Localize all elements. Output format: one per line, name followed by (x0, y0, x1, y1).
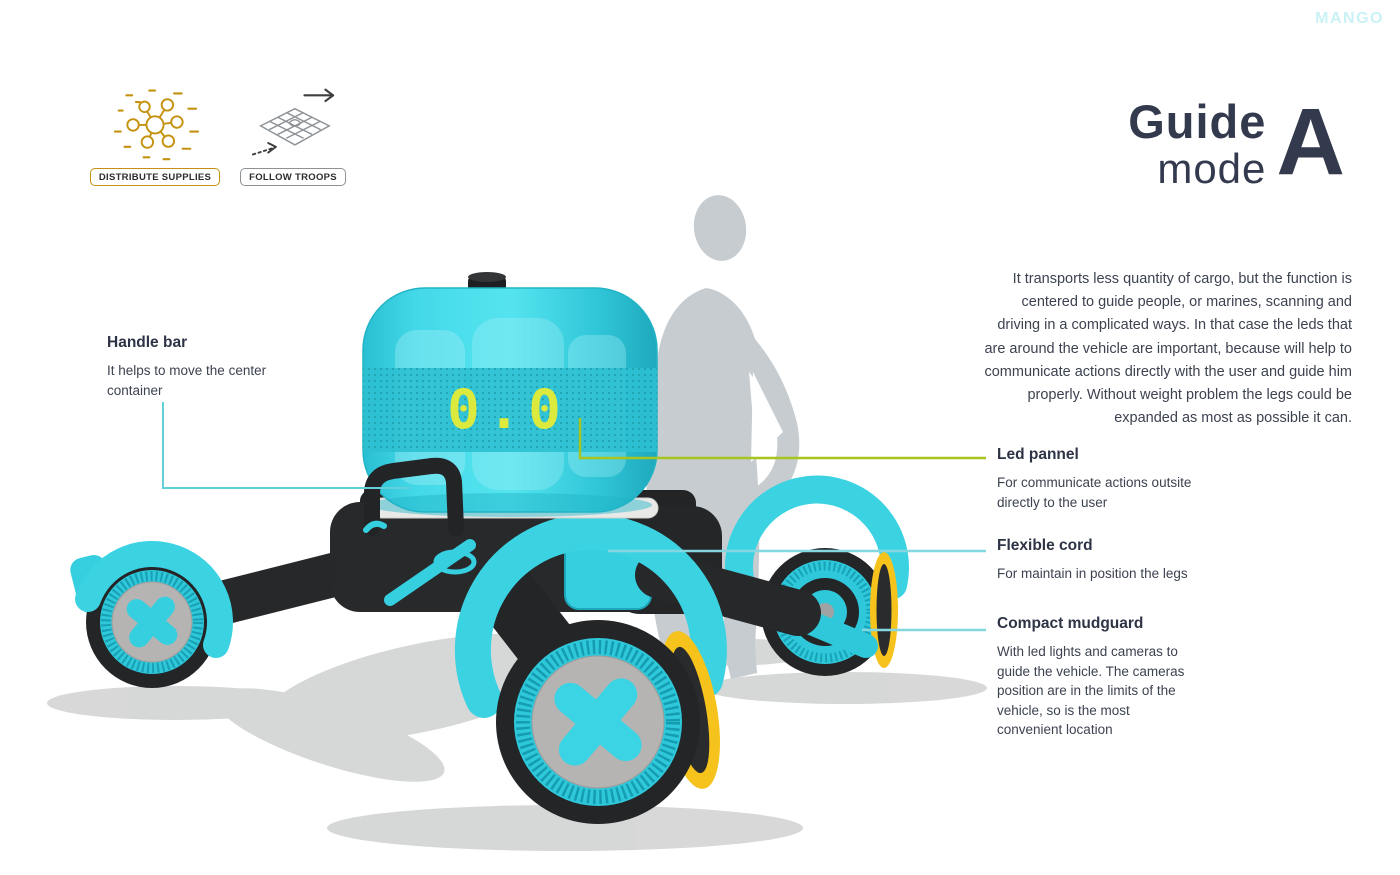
callout-led-pannel-title: Led pannel (997, 446, 1079, 463)
callout-flexible-cord-title: Flexible cord (997, 537, 1093, 554)
badge-label-distribute-supplies: DISTRIBUTE SUPPLIES (90, 168, 220, 186)
callout-compact-mudguard-title: Compact mudguard (997, 615, 1144, 632)
left-wheel (68, 552, 220, 688)
supply-network-icon (105, 82, 205, 164)
callout-flexible-cord (997, 537, 1207, 584)
cargo-container (363, 272, 657, 517)
callout-handle-bar-body: It helps to move the center container (107, 363, 267, 398)
page-title (1128, 88, 1345, 195)
callout-compact-mudguard (997, 615, 1197, 740)
badge-follow-troops (238, 82, 348, 186)
led-display: 0.0 (447, 378, 569, 441)
title-secondary: mode (1157, 145, 1267, 192)
mode-description: It transports less quantity of cargo, but the function is centered to guide people, or marines, scanning and driving in a complicated ways. In that case the leds that are around the vehicle are important, because will help to communicate actions directly with the user and guide him properly. Without weight problem the legs could be expanded as most as possible it can. (984, 271, 1352, 427)
follow-arrow (304, 90, 333, 101)
badge-distribute-supplies (100, 82, 210, 186)
callout-compact-mudguard-body: With led lights and cameras to guide the vehicle. The cameras position are in the limits of the vehicle, so is the most convenient location (997, 644, 1185, 738)
title-mode-letter: A (1276, 88, 1345, 195)
callout-led-pannel-body: For communicate actions outsite directly to the user (997, 475, 1192, 510)
dotted-path-arrow (253, 143, 276, 154)
callout-handle-bar-title: Handle bar (107, 334, 188, 351)
callout-flexible-cord-body: For maintain in position the legs (997, 566, 1188, 581)
terrain-follow-icon (243, 82, 343, 164)
title-primary: Guide (1128, 95, 1267, 148)
led-band (363, 368, 657, 452)
callout-handle-bar (107, 334, 282, 400)
badge-label-follow-troops: FOLLOW TROOPS (240, 168, 346, 186)
callout-led-pannel (997, 446, 1197, 512)
brand-logo: MANGO (1315, 10, 1384, 27)
